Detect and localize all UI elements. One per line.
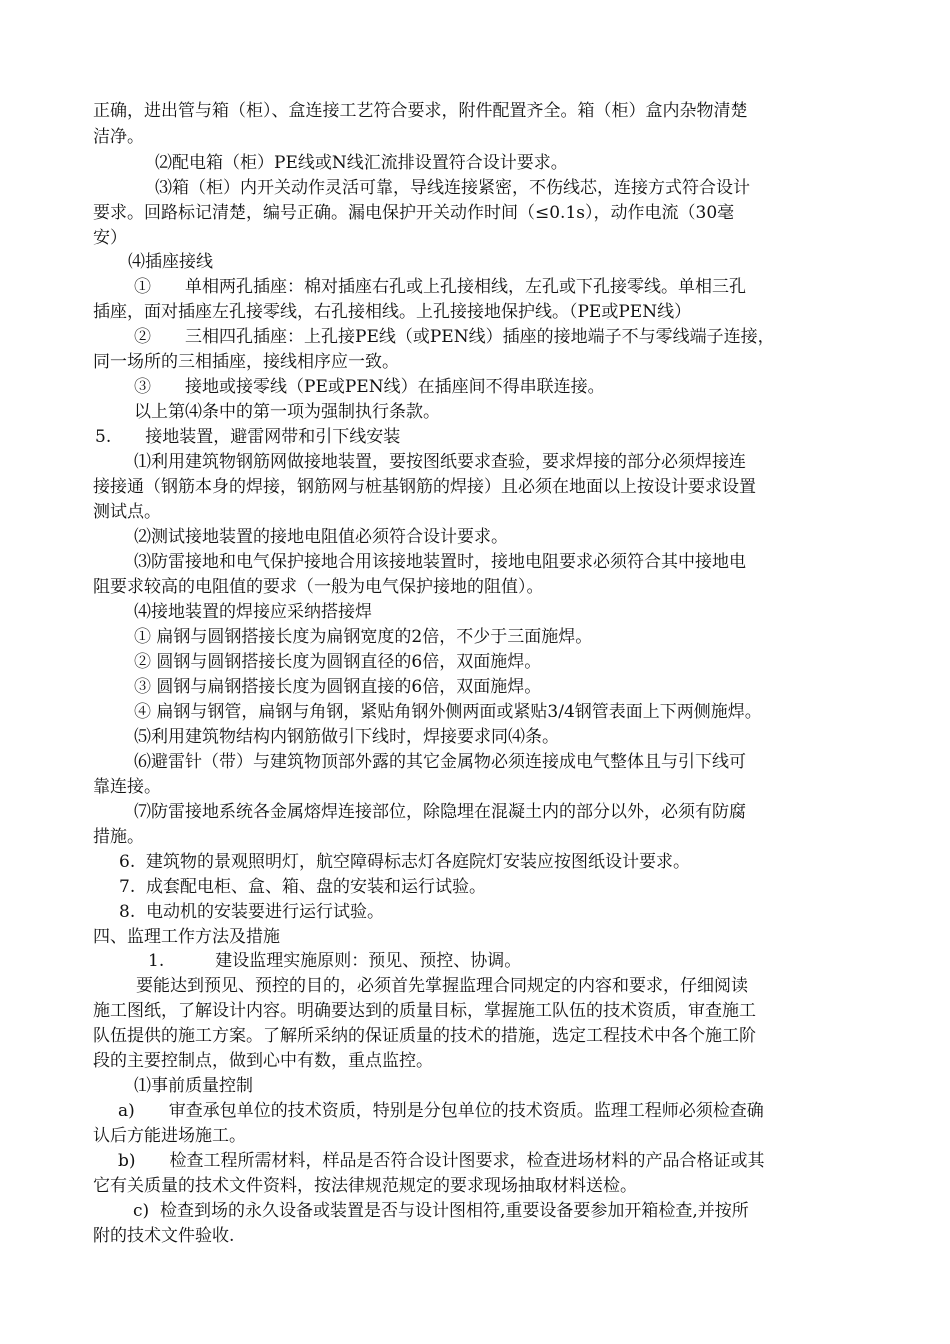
text-line: ② 圆钢与圆钢搭接长度为圆钢直径的6倍，双面施焊。 (134, 652, 542, 672)
text-line: ③ 接地或接零线（PE或PEN线）在插座间不得串联连接。 (134, 377, 605, 397)
text-line: 要能达到预见、预控的目的，必须首先掌握监理合同规定的内容和要求，仔细阅读 (136, 976, 748, 996)
text-line: 安） (93, 228, 127, 248)
text-line: 8. 电动机的安装要进行运行试验。 (119, 902, 385, 922)
text-line: 措施。 (93, 827, 144, 847)
text-line: 正确，进出管与箱（柜）、盒连接工艺符合要求，附件配置齐全。箱（柜）盒内杂物清楚 (93, 101, 748, 121)
text-line: ① 单相两孔插座：棉对插座右孔或上孔接相线，左孔或下孔接零线。单相三孔 (134, 277, 746, 297)
text-line: 它有关质量的技术文件资料，按法律规范规定的要求现场抽取材料送检。 (93, 1176, 637, 1196)
text-line: 接接通（钢筋本身的焊接，钢筋网与桩基钢筋的焊接）且必须在地面以上按设计要求设置 (93, 477, 756, 497)
text-line: 7. 成套配电柜、盒、箱、盘的安装和运行试验。 (119, 877, 487, 897)
text-line: 四、监理工作方法及措施 (93, 927, 280, 947)
text-line: 靠连接。 (93, 777, 161, 797)
text-line: ⑶防雷接地和电气保护接地合用该接地装置时，接地电阻要求必须符合其中接地电 (134, 552, 746, 572)
text-line: ⑵配电箱（柜）PE线或N线汇流排设置符合设计要求。 (155, 153, 568, 173)
text-line: ① 扁钢与圆钢搭接长度为扁钢宽度的2倍，不少于三面施焊。 (134, 627, 593, 647)
text-line: ⑶箱（柜）内开关动作灵活可靠，导线连接紧密，不伤线芯，连接方式符合设计 (155, 178, 750, 198)
text-line: 5. 接地装置，避雷网带和引下线安装 (95, 427, 401, 447)
text-line: ⑹避雷针（带）与建筑物顶部外露的其它金属物必须连接成电气整体且与引下线可 (134, 752, 746, 772)
text-line: ⑺防雷接地系统各金属熔焊连接部位，除隐埋在混凝土内的部分以外，必须有防腐 (134, 802, 746, 822)
text-line: b) 检查工程所需材料，样品是否符合设计图要求，检查进场材料的产品合格证或其 (118, 1151, 765, 1171)
text-line: ⑴事前质量控制 (134, 1076, 253, 1096)
text-line: a) 审查承包单位的技术资质，特别是分包单位的技术资质。监理工程师必须检查确 (118, 1101, 764, 1121)
text-line: 阻要求较高的电阻值的要求（一般为电气保护接地的阻值）。 (93, 577, 544, 597)
text-line: 队伍提供的施工方案。了解所采纳的保证质量的技术的措施，选定工程技术中各个施工阶 (93, 1026, 756, 1046)
text-line: 洁净。 (93, 127, 144, 147)
text-line: ② 三相四孔插座：上孔接PE线（或PEN线）插座的接地端子不与零线端子连接， (134, 327, 775, 347)
text-line: 同一场所的三相插座，接线相序应一致。 (93, 352, 399, 372)
text-line: ⑴利用建筑物钢筋网做接地装置，要按图纸要求查验，要求焊接的部分必须焊接连 (134, 452, 746, 472)
text-line: ⑵测试接地装置的接地电阻值必须符合设计要求。 (134, 527, 508, 547)
text-line: 1. 建设监理实施原则：预见、预控、协调。 (148, 951, 522, 971)
text-line: c) 检查到场的永久设备或装置是否与设计图相符,重要设备要参加开箱检查,并按所 (133, 1201, 749, 1221)
text-line: ⑷插座接线 (128, 252, 213, 272)
text-line: 附的技术文件验收. (93, 1226, 235, 1246)
text-line: 6. 建筑物的景观照明灯，航空障碍标志灯各庭院灯安装应按图纸设计要求。 (119, 852, 691, 872)
text-line: 测试点。 (93, 502, 161, 522)
text-line: 认后方能进场施工。 (93, 1126, 246, 1146)
text-line: 施工图纸，了解设计内容。明确要达到的质量目标，掌握施工队伍的技术资质，审查施工 (93, 1001, 756, 1021)
text-line: 插座，面对插座左孔接零线，右孔接相线。上孔接接地保护线。（PE或PEN线） (93, 302, 692, 322)
text-line: 要求。回路标记清楚，编号正确。漏电保护开关动作时间（≤0.1s），动作电流（30毫 (93, 203, 735, 223)
text-line: 以上第⑷条中的第一项为强制执行条款。 (134, 402, 440, 422)
text-line: ③ 圆钢与扁钢搭接长度为圆钢直接的6倍，双面施焊。 (134, 677, 542, 697)
text-line: ⑷接地装置的焊接应采纳搭接焊 (134, 602, 372, 622)
text-line: ⑸利用建筑物结构内钢筋做引下线时，焊接要求同⑷条。 (134, 727, 559, 747)
text-line: ④ 扁钢与钢管，扁钢与角钢，紧贴角钢外侧两面或紧贴3/4钢管表面上下两侧施焊。 (134, 702, 762, 722)
text-line: 段的主要控制点，做到心中有数，重点监控。 (93, 1051, 433, 1071)
